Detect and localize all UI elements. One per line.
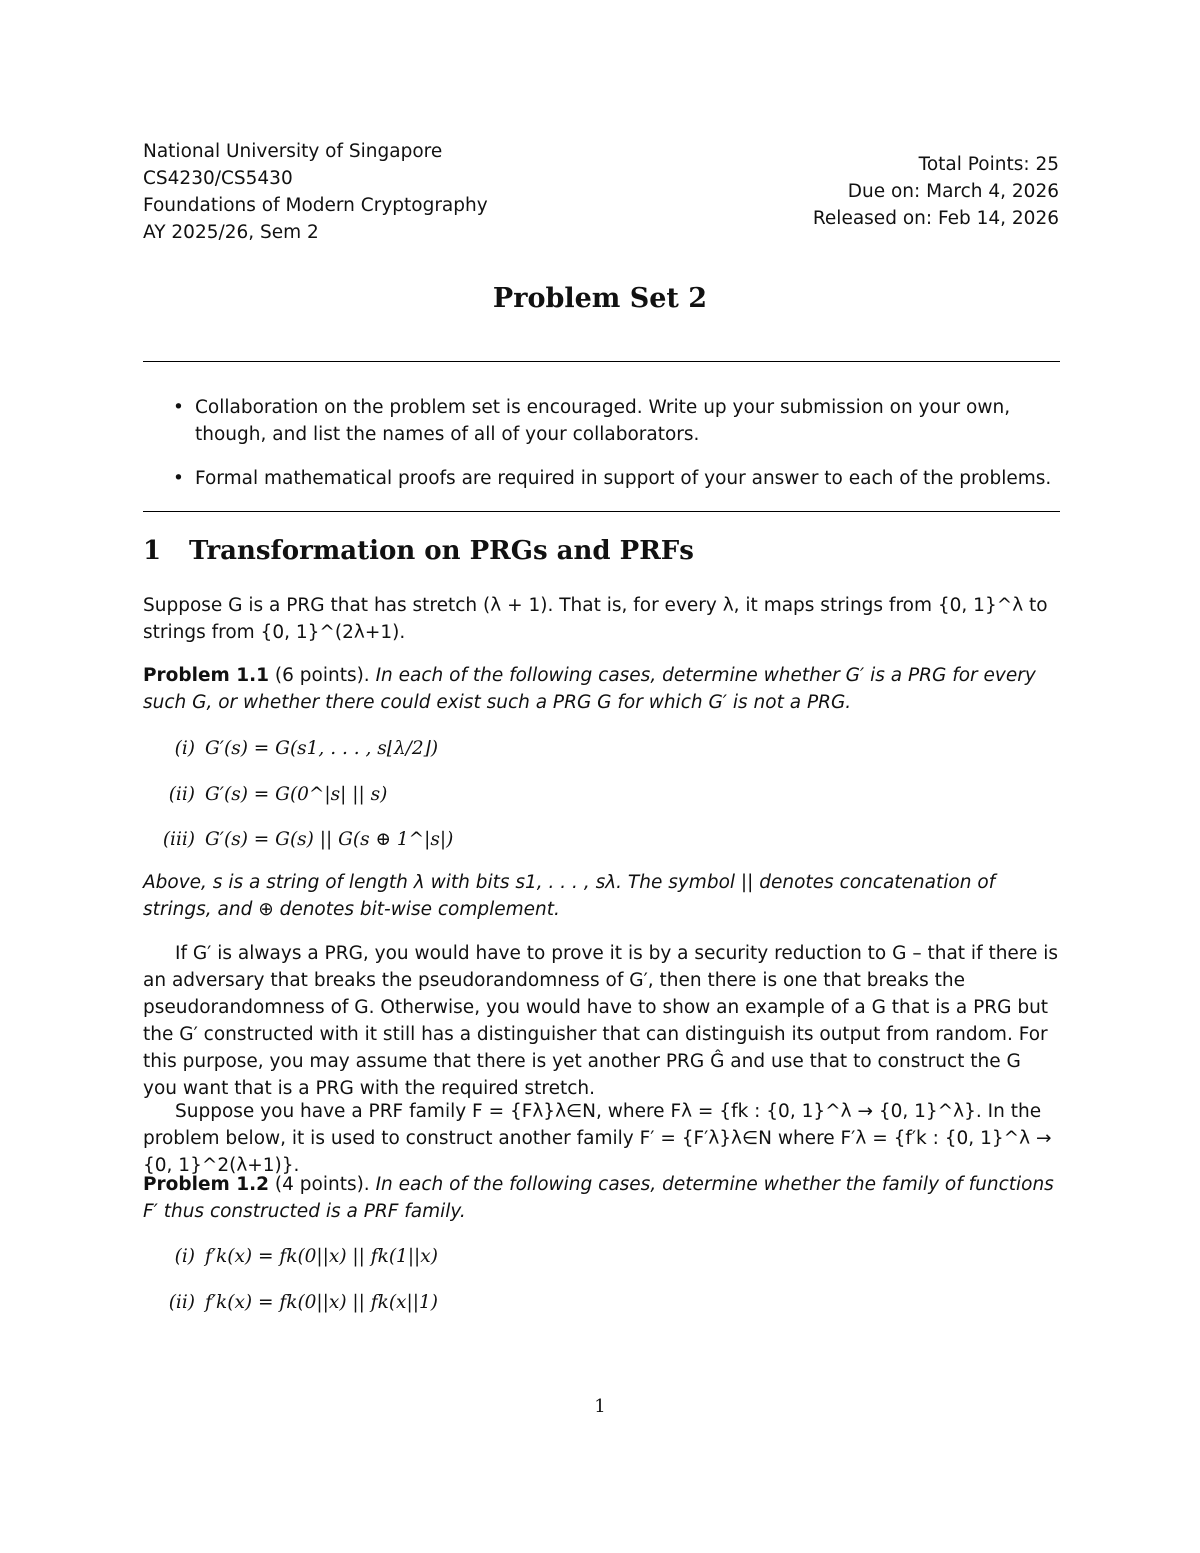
problem-points: (6 points). — [274, 665, 370, 686]
problem-1-1-item: (i) G′(s) = G(s1, . . . , s⌊λ/2⌋) — [174, 738, 439, 759]
top-divider — [143, 361, 1060, 362]
intro-paragraph: Suppose G is a PRG that has stretch (λ + 1). That is, for every λ, it maps strings from {0, 1}^λ to strings from {0, 1}^(2λ+1). — [143, 595, 1048, 643]
item-expression: G′(s) = G(s) || G(s ⊕ 1^|s|) — [205, 829, 454, 850]
problem-heading: Problem 1.1 — [143, 665, 270, 686]
instructions-list — [143, 394, 1060, 509]
problem-1-1-item: (iii) G′(s) = G(s) || G(s ⊕ 1^|s|) — [162, 829, 454, 850]
problem-statement: In each of the following cases, determine whether G′ is a PRG for every such G, or whether there could exist such a PRG G for which G′ is not a PRG. — [143, 665, 1036, 713]
item-expression: f′k(x) = fk(0||x) || fk(x||1) — [205, 1292, 438, 1313]
academic-term: AY 2025/26, Sem 2 — [143, 222, 319, 243]
item-expression: G′(s) = G(s1, . . . , s⌊λ/2⌋) — [205, 738, 439, 759]
release-date: Released on: Feb 14, 2026 — [812, 208, 1059, 229]
problem-1-2-item: (i) f′k(x) = fk(0||x) || fk(1||x) — [174, 1246, 438, 1267]
item-expression: G′(s) = G(0^|s| || s) — [205, 784, 388, 805]
course-code: CS4230/CS5430 — [143, 168, 293, 189]
problem-1-2 — [143, 1171, 1060, 1225]
university-name: National University of Singapore — [143, 141, 443, 162]
bottom-divider — [143, 511, 1060, 512]
due-date: Due on: March 4, 2026 — [847, 181, 1059, 202]
problem-heading: Problem 1.2 — [143, 1174, 270, 1195]
course-name: Foundations of Modern Cryptography — [143, 195, 488, 216]
bullet-icon: • — [173, 468, 184, 489]
bullet-icon: • — [173, 397, 184, 418]
problem-statement: In each of the following cases, determine whether the family of functions F′ thus constructed is a PRF family. — [143, 1174, 1054, 1222]
problem-1-2-item: (ii) f′k(x) = fk(0||x) || fk(x||1) — [168, 1292, 438, 1313]
page-title: Problem Set 2 — [492, 283, 708, 314]
notation-note: Above, s is a string of length λ with bits s1, . . . , sλ. The symbol || denotes concatenation of strings, and ⊕ denotes bit-wise complement. — [143, 872, 996, 920]
course-info — [143, 138, 488, 246]
instruction-item: • Formal mathematical proofs are required in support of your answer to each of the problems. — [143, 465, 1060, 492]
guidance-paragraph: If G′ is always a PRG, you would have to prove it is by a security reduction to G – that if there is an adversary that breaks the pseudorandomness of G′, then there is one that breaks the pseudorandomness of G. Otherwise, you would have to show an example of a G that is a PRG but the G′ constructed with it still has a distinguisher that can distinguish its output from random. For this purpose, you may assume that there is yet another PRG Ĝ and use that to construct the G you want that is a PRG with the required stretch. — [143, 943, 1059, 1099]
page-number: 1 — [594, 1396, 606, 1417]
section-number: 1 — [143, 536, 162, 566]
section-title: Transformation on PRGs and PRFs — [189, 536, 694, 566]
total-points: Total Points: 25 — [918, 154, 1059, 175]
problem-points: (4 points). — [274, 1174, 370, 1195]
prf-intro-paragraph: Suppose you have a PRF family F = {Fλ}λ∈N, where Fλ = {fk : {0, 1}^λ → {0, 1}^λ}. In the problem below, it is used to construct another family F′ = {F′λ}λ∈N where F′λ = {f′k : {0, 1}^λ → {0, 1}^2(λ+1)}. — [143, 1101, 1052, 1176]
section-heading — [143, 536, 694, 566]
instruction-item: • Collaboration on the problem set is encouraged. Write up your submission on your own, though, and list the names of all of your collaborators. — [143, 394, 1060, 448]
assignment-info — [813, 151, 1059, 232]
item-expression: f′k(x) = fk(0||x) || fk(1||x) — [205, 1246, 438, 1267]
problem-1-1 — [143, 662, 1060, 716]
problem-1-1-item: (ii) G′(s) = G(0^|s| || s) — [168, 784, 388, 805]
